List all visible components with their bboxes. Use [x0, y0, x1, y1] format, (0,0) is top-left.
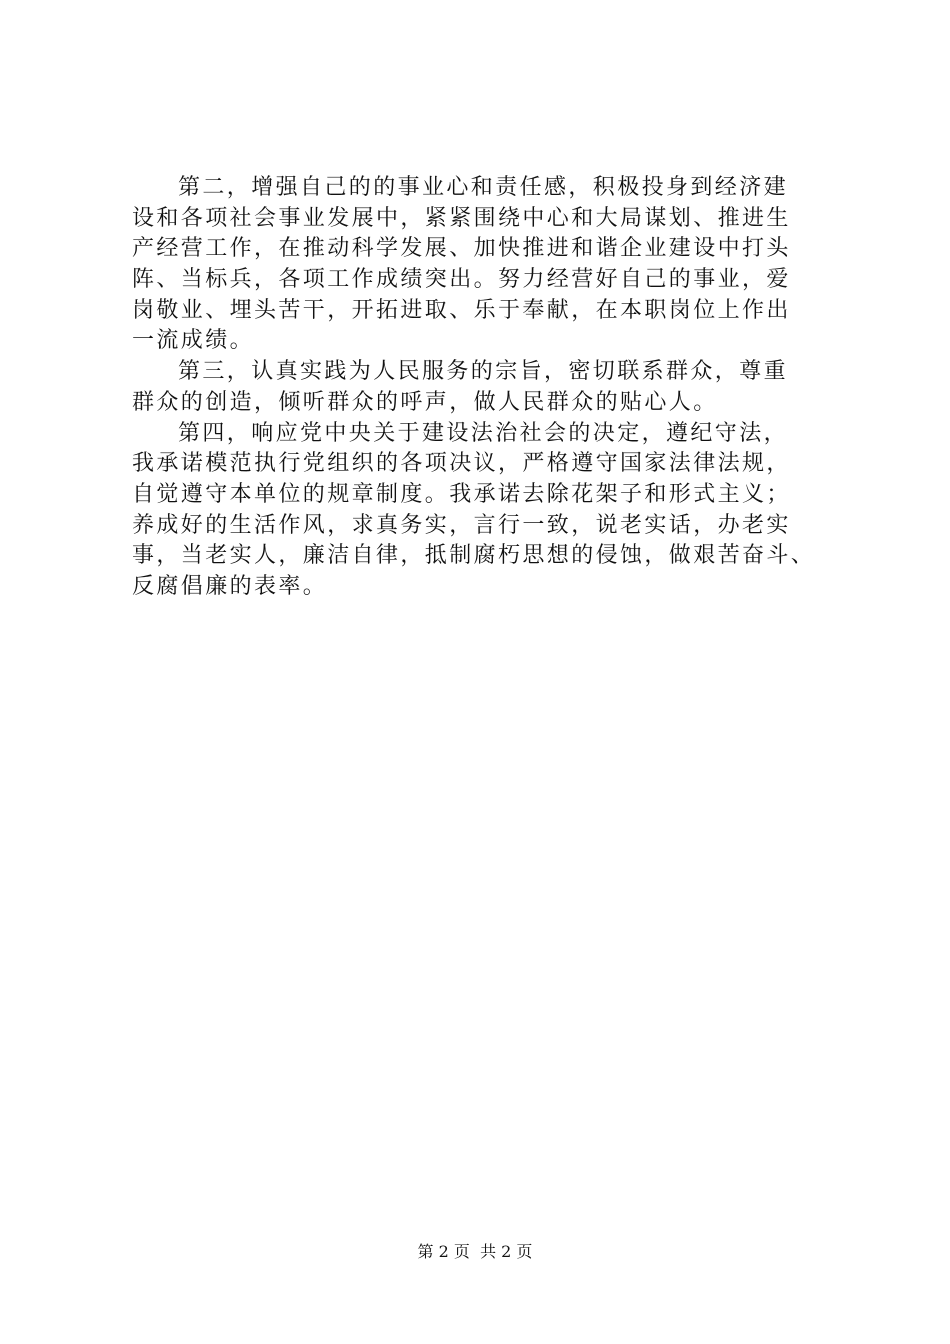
paragraph-4-line-6: 反腐倡廉的表率。 — [132, 573, 328, 599]
paragraph-2-line-4: 阵、当标兵，各项工作成绩突出。努力经营好自己的事业，爱 — [132, 267, 791, 293]
paragraph-4-line-4: 养成好的生活作风，求真务实，言行一致，说老实话，办老实 — [132, 512, 791, 538]
paragraph-4-line-5: 事，当老实人，廉洁自律，抵制腐朽思想的侵蚀，做艰苦奋斗、 — [132, 543, 816, 569]
page-number-footer: 第 2 页 共 2 页 — [417, 1242, 533, 1261]
paragraph-2-line-5: 岗敬业、埋头苦干，开拓进取、乐于奉献，在本职岗位上作出 — [132, 297, 791, 323]
paragraph-3-line-2: 群众的创造，倾听群众的呼声，做人民群众的贴心人。 — [132, 389, 718, 415]
paragraph-4-line-1: 第四，响应党中央关于建设法治社会的决定，遵纪守法， — [178, 420, 789, 446]
paragraph-2-line-1: 第二，增强自己的的事业心和责任感，积极投身到经济建 — [178, 175, 789, 200]
paragraph-4-line-3: 自觉遵守本单位的规章制度。我承诺去除花架子和形式主义； — [132, 481, 791, 507]
paragraph-3-line-1: 第三，认真实践为人民服务的宗旨，密切联系群众，尊重 — [178, 359, 789, 385]
paragraph-2-line-6: 一流成绩。 — [132, 328, 255, 354]
document-body — [132, 173, 852, 603]
paragraph-2-line-3: 产经营工作，在推动科学发展、加快推进和谐企业建设中打头 — [132, 236, 791, 262]
paragraph-2-line-2: 设和各项社会事业发展中，紧紧围绕中心和大局谋划、推进生 — [132, 205, 791, 231]
paragraph-4-line-2: 我承诺模范执行党组织的各项决议，严格遵守国家法律法规， — [132, 451, 791, 477]
